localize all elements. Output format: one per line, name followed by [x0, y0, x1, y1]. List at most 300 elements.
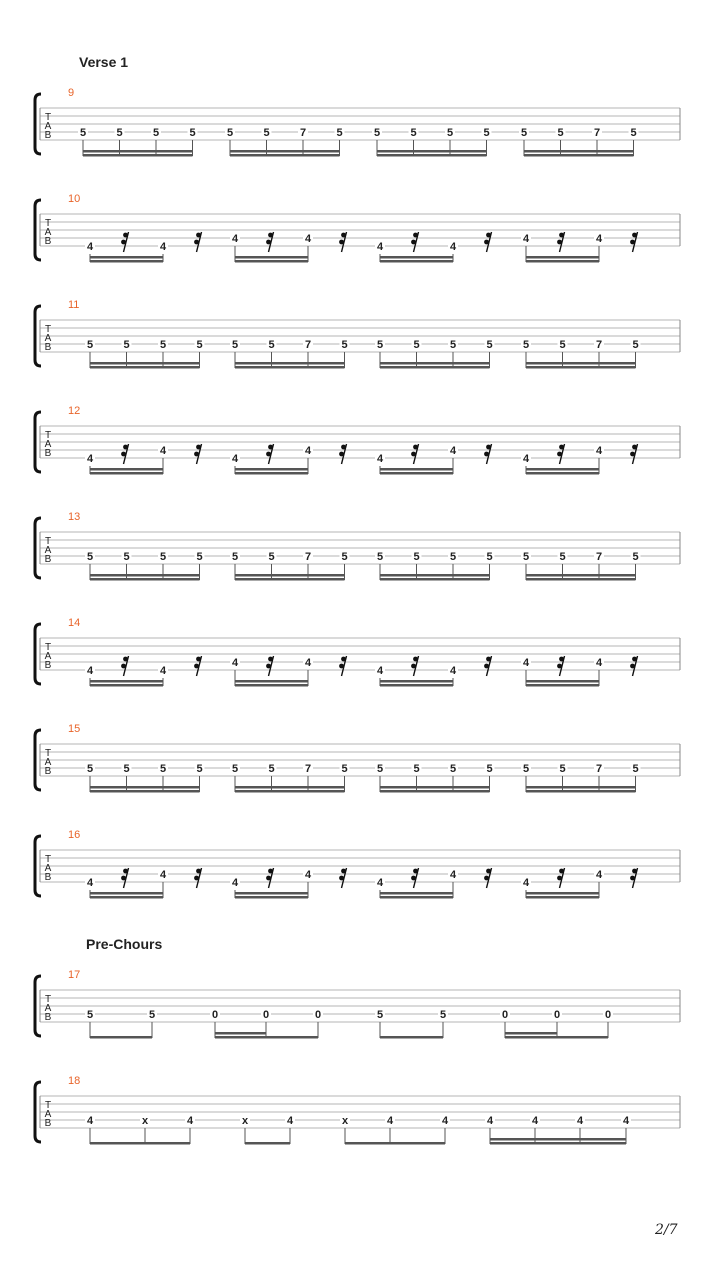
tab-clef-letter: T: [44, 854, 52, 865]
beam: [505, 1036, 608, 1039]
fret-number: 4: [86, 665, 94, 677]
tab-system: [35, 511, 680, 581]
fret-number: 5: [341, 763, 348, 775]
fret-number: 4: [231, 657, 239, 669]
rest-dot: [339, 240, 344, 245]
fret-number: 4: [386, 1115, 394, 1127]
tab-system: [35, 723, 680, 793]
beam: [90, 468, 163, 471]
fret-number: 5: [341, 551, 348, 563]
tab-clef-letter: B: [44, 236, 52, 247]
tab-system: [35, 405, 680, 475]
fret-number: 4: [304, 233, 312, 245]
tab-system: [35, 1075, 680, 1145]
beam: [490, 1142, 626, 1145]
rest-dot: [196, 445, 201, 450]
fret-number: 5: [376, 763, 384, 775]
rest-dot: [486, 657, 491, 662]
beam: [526, 680, 599, 683]
fret-number: 5: [632, 763, 639, 775]
tab-clef-letter: A: [44, 757, 52, 768]
fret-number: 5: [268, 339, 275, 351]
beam: [235, 680, 308, 683]
rest-dot: [630, 664, 635, 669]
fret-number: 4: [595, 869, 603, 881]
tab-clef-letter: B: [44, 660, 52, 671]
rest-dot: [266, 452, 271, 457]
fret-number: 4: [449, 665, 457, 677]
fret-number: 4: [531, 1115, 539, 1127]
rest-dot: [413, 233, 418, 238]
beam: [90, 472, 163, 475]
rest-dot: [341, 233, 346, 238]
beam: [90, 578, 200, 581]
beam: [526, 790, 636, 793]
fret-number: 4: [286, 1115, 294, 1127]
rest-dot: [268, 233, 273, 238]
measure-number: 11: [68, 299, 80, 311]
beam: [490, 1138, 626, 1141]
tab-clef-letter: T: [44, 748, 52, 759]
tab-clef-letter: B: [44, 1012, 52, 1023]
beam: [235, 684, 308, 687]
tab-clef-letter: T: [44, 642, 52, 653]
beam: [90, 786, 200, 789]
tab-clef-letter: B: [44, 130, 52, 141]
fret-number: 4: [595, 657, 603, 669]
beam: [90, 366, 200, 369]
fret-number: 4: [86, 241, 94, 253]
fret-number: 5: [336, 127, 343, 139]
rest-dot: [196, 657, 201, 662]
measure-number: 14: [68, 617, 81, 629]
beam: [235, 578, 345, 581]
fret-number: 4: [376, 877, 384, 889]
rest-dot: [341, 657, 346, 662]
beam: [377, 154, 487, 157]
tab-clef-letter: A: [44, 545, 52, 556]
measure-number: 16: [68, 829, 81, 841]
rest-dot: [630, 452, 635, 457]
fret-number: 5: [449, 551, 457, 563]
fret-number: 5: [341, 339, 348, 351]
beam: [524, 154, 634, 157]
beam: [235, 786, 345, 789]
tab-clef-letter: B: [44, 342, 52, 353]
fret-number: 5: [231, 339, 239, 351]
beam: [526, 892, 599, 895]
fret-number: 5: [630, 127, 637, 139]
fret-number: 4: [522, 233, 530, 245]
beam: [380, 362, 490, 365]
tab-clef-letter: B: [44, 1118, 52, 1129]
rest-dot: [486, 233, 491, 238]
beam: [230, 154, 340, 157]
section-title-pre-chorus: Pre-Chours: [86, 936, 163, 952]
beam: [380, 260, 453, 263]
fret-number: 5: [449, 763, 457, 775]
fret-number: 5: [486, 551, 493, 563]
fret-number: 5: [486, 763, 493, 775]
fret-number: 5: [86, 1009, 94, 1021]
fret-number: 4: [622, 1115, 630, 1127]
rest-dot: [194, 876, 199, 881]
beam: [380, 684, 453, 687]
rest-dot: [632, 445, 637, 450]
fret-number: 4: [231, 453, 239, 465]
beam: [377, 150, 487, 153]
dead-note: x: [241, 1115, 249, 1127]
beam: [90, 896, 163, 899]
beam: [380, 790, 490, 793]
beam: [235, 896, 308, 899]
rest-dot: [484, 876, 489, 881]
rest-dot: [484, 240, 489, 245]
fret-number: 7: [595, 339, 603, 351]
fret-number: 0: [604, 1009, 612, 1021]
fret-number: 5: [376, 551, 384, 563]
beam: [235, 790, 345, 793]
fret-number: 5: [522, 551, 530, 563]
beam: [90, 1142, 190, 1145]
beam: [90, 790, 200, 793]
fret-number: 4: [522, 453, 530, 465]
fret-number: 5: [410, 127, 417, 139]
rest-dot: [266, 664, 271, 669]
fret-number: 5: [559, 551, 566, 563]
tab-system: [35, 87, 680, 157]
fret-number: 5: [86, 339, 94, 351]
beam: [380, 574, 490, 577]
rest-dot: [123, 445, 128, 450]
beam: [90, 260, 163, 263]
beam: [526, 472, 599, 475]
tab-system: [35, 193, 680, 263]
beam: [90, 256, 163, 259]
rest-dot: [123, 657, 128, 662]
rest-dot: [557, 452, 562, 457]
dead-note: x: [341, 1115, 349, 1127]
fret-number: 4: [159, 869, 167, 881]
fret-number: 4: [595, 233, 603, 245]
tab-clef-letter: A: [44, 121, 52, 132]
rest-dot: [194, 240, 199, 245]
beam: [90, 680, 163, 683]
tab-clef-letter: A: [44, 439, 52, 450]
fret-number: 0: [314, 1009, 322, 1021]
beam: [380, 892, 453, 895]
dead-note: x: [141, 1115, 149, 1127]
rest-dot: [411, 240, 416, 245]
rest-dot: [632, 869, 637, 874]
beam: [90, 362, 200, 365]
measure-number: 9: [68, 87, 75, 99]
fret-number: 5: [123, 763, 130, 775]
beam: [83, 150, 193, 153]
fret-number: 4: [304, 657, 312, 669]
beam: [90, 574, 200, 577]
fret-number: 5: [483, 127, 490, 139]
fret-number: 5: [376, 339, 384, 351]
tab-clef-letter: A: [44, 863, 52, 874]
fret-number: 5: [522, 339, 530, 351]
fret-number: 4: [159, 241, 167, 253]
tab-clef-letter: B: [44, 872, 52, 883]
tab-clef-letter: A: [44, 651, 52, 662]
rest-dot: [411, 452, 416, 457]
beam: [380, 578, 490, 581]
fret-number: 4: [522, 877, 530, 889]
fret-number: 5: [486, 339, 493, 351]
beam: [90, 684, 163, 687]
rest-dot: [121, 240, 126, 245]
rest-dot: [413, 657, 418, 662]
fret-number: 5: [520, 127, 528, 139]
rest-dot: [559, 445, 564, 450]
fret-number: 7: [304, 763, 312, 775]
fret-number: 4: [159, 665, 167, 677]
rest-dot: [413, 445, 418, 450]
fret-number: 0: [262, 1009, 270, 1021]
fret-number: 5: [159, 763, 167, 775]
fret-number: 5: [413, 551, 420, 563]
beam: [526, 896, 599, 899]
beam: [526, 574, 636, 577]
rest-dot: [266, 240, 271, 245]
tab-clef-letter: T: [44, 994, 52, 1005]
rest-dot: [486, 869, 491, 874]
beam: [380, 472, 453, 475]
rest-dot: [196, 233, 201, 238]
fret-number: 5: [196, 763, 203, 775]
rest-dot: [486, 445, 491, 450]
beam: [526, 366, 636, 369]
beam: [380, 680, 453, 683]
beam: [235, 468, 308, 471]
fret-number: 5: [559, 339, 566, 351]
tab-system: [35, 617, 680, 687]
fret-number: 5: [148, 1009, 156, 1021]
tab-clef-letter: A: [44, 227, 52, 238]
beam: [380, 366, 490, 369]
fret-number: 5: [449, 339, 457, 351]
fret-number: 0: [553, 1009, 561, 1021]
rest-dot: [268, 657, 273, 662]
section-title-verse-1: Verse 1: [79, 54, 129, 70]
fret-number: 5: [86, 551, 94, 563]
rest-dot: [484, 452, 489, 457]
rest-dot: [121, 876, 126, 881]
measure-number: 18: [68, 1075, 81, 1087]
tab-clef-letter: A: [44, 1003, 52, 1014]
fret-number: 5: [263, 127, 270, 139]
fret-number: 4: [231, 233, 239, 245]
fret-number: 4: [449, 445, 457, 457]
rest-dot: [559, 657, 564, 662]
fret-number: 5: [439, 1009, 447, 1021]
fret-number: 5: [231, 763, 239, 775]
beam: [524, 150, 634, 153]
rest-dot: [632, 657, 637, 662]
beam: [230, 150, 340, 153]
rest-dot: [341, 445, 346, 450]
beam: [380, 468, 453, 471]
beam: [245, 1142, 290, 1145]
fret-number: 5: [373, 127, 381, 139]
tab-clef-letter: T: [44, 536, 52, 547]
fret-number: 4: [86, 877, 94, 889]
tab-system: [35, 969, 680, 1039]
rest-dot: [484, 664, 489, 669]
fret-number: 7: [595, 551, 603, 563]
fret-number: 5: [231, 551, 239, 563]
beam: [235, 892, 308, 895]
fret-number: 5: [413, 763, 420, 775]
beam: [526, 786, 636, 789]
fret-number: 5: [116, 127, 123, 139]
tab-system: [35, 829, 680, 899]
fret-number: 4: [595, 445, 603, 457]
tab-clef-letter: B: [44, 766, 52, 777]
fret-number: 5: [557, 127, 564, 139]
beam: [526, 260, 599, 263]
measure-number: 12: [68, 405, 81, 417]
fret-number: 5: [196, 339, 203, 351]
fret-number: 5: [268, 763, 275, 775]
rest-dot: [121, 664, 126, 669]
fret-number: 5: [413, 339, 420, 351]
fret-number: 5: [632, 339, 639, 351]
fret-number: 4: [376, 453, 384, 465]
fret-number: 7: [593, 127, 601, 139]
fret-number: 5: [559, 763, 566, 775]
beam: [235, 574, 345, 577]
fret-number: 5: [152, 127, 160, 139]
fret-number: 0: [501, 1009, 509, 1021]
tab-clef-letter: B: [44, 448, 52, 459]
rest-dot: [413, 869, 418, 874]
fret-number: 4: [449, 869, 457, 881]
rest-dot: [559, 869, 564, 874]
rest-dot: [194, 664, 199, 669]
fret-number: 5: [159, 551, 167, 563]
rest-dot: [268, 445, 273, 450]
beam: [526, 362, 636, 365]
beam: [90, 892, 163, 895]
fret-number: 5: [376, 1009, 384, 1021]
fret-number: 4: [576, 1115, 584, 1127]
rest-dot: [630, 876, 635, 881]
fret-number: 5: [226, 127, 234, 139]
beam: [215, 1032, 266, 1035]
beam: [526, 256, 599, 259]
beam: [380, 786, 490, 789]
fret-number: 5: [123, 551, 130, 563]
rest-dot: [123, 869, 128, 874]
beam: [235, 256, 308, 259]
fret-number: 4: [86, 1115, 94, 1127]
fret-number: 5: [159, 339, 167, 351]
fret-number: 4: [186, 1115, 194, 1127]
rest-dot: [557, 240, 562, 245]
rest-dot: [632, 233, 637, 238]
beam: [380, 1036, 443, 1039]
rest-dot: [557, 664, 562, 669]
rest-dot: [339, 452, 344, 457]
tab-clef-letter: A: [44, 333, 52, 344]
fret-number: 5: [189, 127, 196, 139]
rest-dot: [121, 452, 126, 457]
beam: [235, 366, 345, 369]
tab-clef-letter: B: [44, 554, 52, 565]
fret-number: 7: [595, 763, 603, 775]
rest-dot: [557, 876, 562, 881]
measure-number: 17: [68, 969, 81, 981]
fret-number: 4: [486, 1115, 494, 1127]
measure-number: 13: [68, 511, 81, 523]
fret-number: 7: [304, 551, 312, 563]
rest-dot: [559, 233, 564, 238]
rest-dot: [411, 876, 416, 881]
rest-dot: [268, 869, 273, 874]
tab-clef-letter: T: [44, 112, 52, 123]
fret-number: 4: [231, 877, 239, 889]
measure-number: 10: [68, 193, 81, 205]
fret-number: 4: [441, 1115, 449, 1127]
fret-number: 5: [632, 551, 639, 563]
beam: [526, 468, 599, 471]
fret-number: 4: [376, 665, 384, 677]
beam: [215, 1036, 318, 1039]
fret-number: 4: [86, 453, 94, 465]
rest-dot: [341, 869, 346, 874]
fret-number: 4: [304, 869, 312, 881]
beam: [83, 154, 193, 157]
fret-number: 5: [123, 339, 130, 351]
rest-dot: [123, 233, 128, 238]
fret-number: 5: [196, 551, 203, 563]
rest-dot: [196, 869, 201, 874]
fret-number: 4: [522, 657, 530, 669]
fret-number: 5: [79, 127, 87, 139]
tab-clef-letter: A: [44, 1109, 52, 1120]
fret-number: 5: [446, 127, 454, 139]
fret-number: 5: [522, 763, 530, 775]
rest-dot: [339, 876, 344, 881]
tab-system: [35, 299, 680, 369]
beam: [90, 1036, 152, 1039]
measure-number: 15: [68, 723, 81, 735]
fret-number: 4: [449, 241, 457, 253]
tab-clef-letter: T: [44, 430, 52, 441]
rest-dot: [339, 664, 344, 669]
rest-dot: [630, 240, 635, 245]
fret-number: 5: [86, 763, 94, 775]
tab-clef-letter: T: [44, 1100, 52, 1111]
fret-number: 4: [159, 445, 167, 457]
beam: [380, 896, 453, 899]
page-number: 2/7: [655, 1222, 678, 1238]
beam: [235, 472, 308, 475]
fret-number: 0: [211, 1009, 219, 1021]
beam: [505, 1032, 557, 1035]
rest-dot: [194, 452, 199, 457]
fret-number: 7: [304, 339, 312, 351]
fret-number: 4: [376, 241, 384, 253]
tab-clef-letter: T: [44, 324, 52, 335]
rest-dot: [411, 664, 416, 669]
beam: [526, 578, 636, 581]
